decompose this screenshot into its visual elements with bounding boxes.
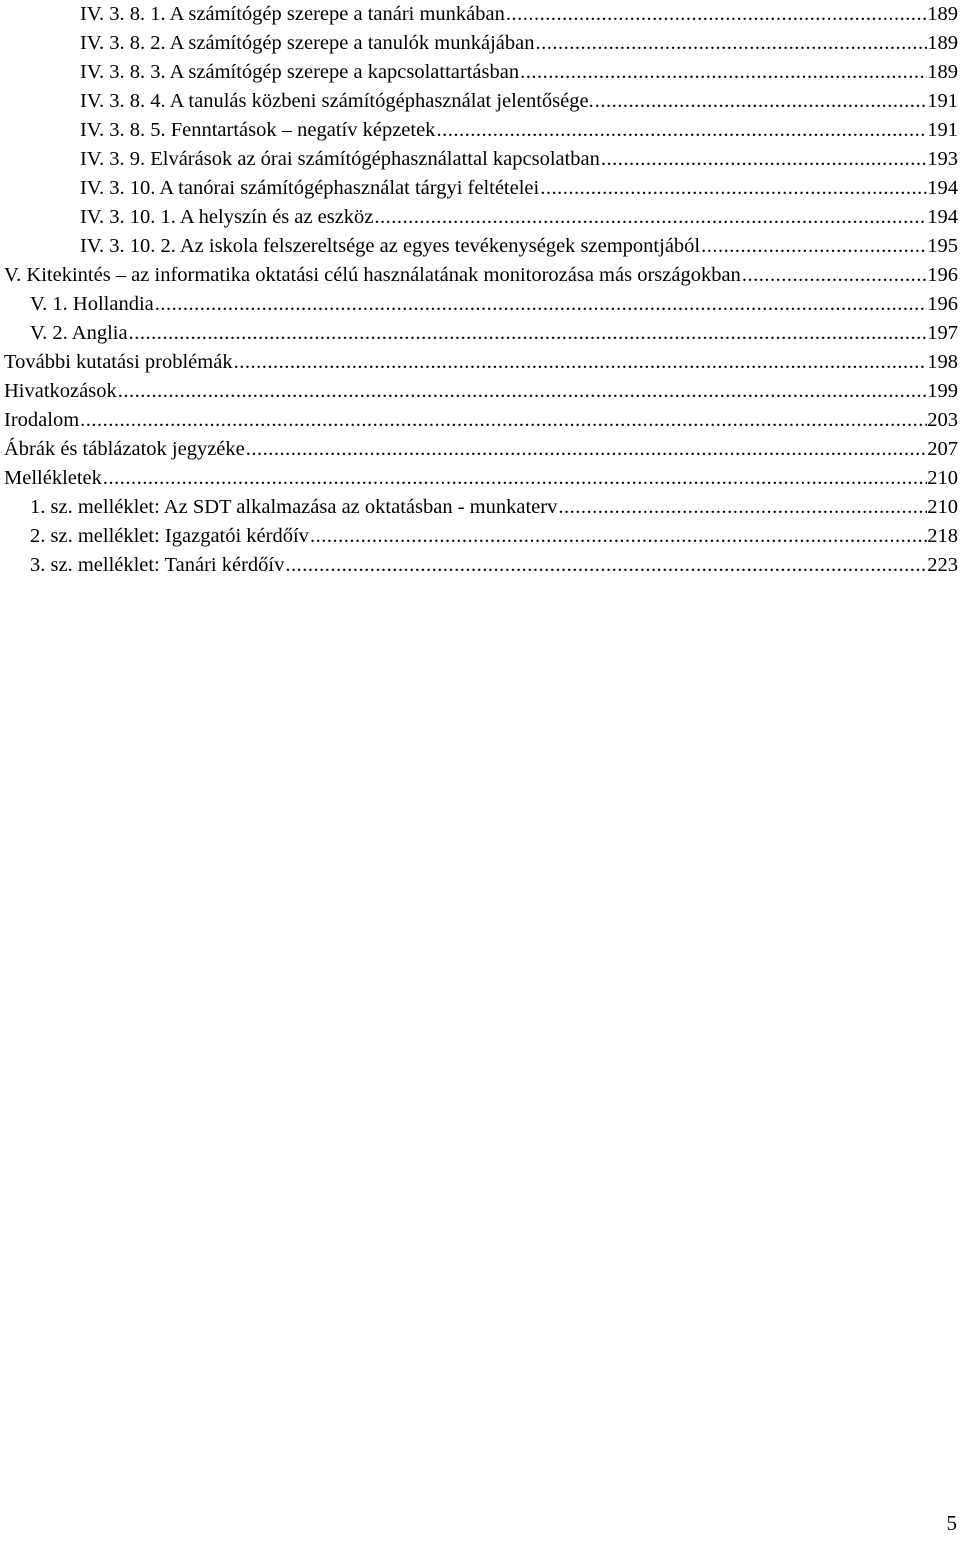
toc-entry-page: 189 xyxy=(927,61,958,83)
toc-entry-page: 193 xyxy=(927,148,958,170)
toc-entry xyxy=(4,464,958,493)
toc-entry-title: IV. 3. 9. Elvárások az órai számítógéphasználattal kapcsolatban xyxy=(80,148,600,170)
toc-entry-title: 2. sz. melléklet: Igazgatói kérdőív xyxy=(30,525,309,547)
toc-entry-title: IV. 3. 8. 5. Fenntartások – negatív képzetek xyxy=(80,119,436,141)
toc-entry-title: 1. sz. melléklet: Az SDT alkalmazása az oktatásban - munkaterv xyxy=(30,496,558,518)
toc-dot-leader xyxy=(557,493,927,522)
toc-entry xyxy=(80,145,958,174)
toc-dot-leader xyxy=(435,116,927,145)
toc-entry-title: IV. 3. 8. 1. A számítógép szerepe a tanári munkában xyxy=(80,3,505,25)
toc-entry xyxy=(4,348,958,377)
toc-dot-leader xyxy=(539,174,927,203)
toc-entry-title: Irodalom xyxy=(4,409,80,431)
toc-dot-leader xyxy=(284,551,927,580)
toc-dot-leader xyxy=(373,203,927,232)
toc-entry xyxy=(80,58,958,87)
toc-entry-title: IV. 3. 10. 1. A helyszín és az eszköz xyxy=(80,206,374,228)
toc-entry-title: IV. 3. 10. 2. Az iskola felszereltsége az egyes tevékenységek szempontjából xyxy=(80,235,701,257)
toc-entry xyxy=(30,493,958,522)
toc-dot-leader xyxy=(594,87,928,116)
toc-entry xyxy=(30,319,958,348)
toc-dot-leader xyxy=(233,348,928,377)
toc-entry xyxy=(30,290,958,319)
toc-dot-leader xyxy=(309,522,927,551)
toc-entry xyxy=(80,174,958,203)
toc-entry-title: Ábrák és táblázatok jegyzéke xyxy=(4,438,245,460)
toc-entry-page: 203 xyxy=(927,409,958,431)
toc-dot-leader xyxy=(117,377,928,406)
toc-dot-leader xyxy=(741,261,927,290)
toc-entry-page: 195 xyxy=(927,235,958,257)
toc-entry xyxy=(30,522,958,551)
toc-entry-page: 198 xyxy=(927,351,958,373)
toc-entry xyxy=(80,87,958,116)
toc-entry xyxy=(80,29,958,58)
toc-entry xyxy=(4,377,958,406)
toc-entry-title: V. 1. Hollandia xyxy=(30,293,154,315)
toc-dot-leader xyxy=(700,232,927,261)
toc-entry xyxy=(4,435,958,464)
toc-entry-page: 210 xyxy=(927,496,958,518)
toc-entry-title: Mellékletek xyxy=(4,467,102,489)
toc-entry xyxy=(80,232,958,261)
toc-entry-page: 189 xyxy=(927,32,958,54)
toc-entry-page: 196 xyxy=(927,264,958,286)
toc-entry-page: 194 xyxy=(927,206,958,228)
toc-entry-title: IV. 3. 8. 2. A számítógép szerepe a tanulók munkájában xyxy=(80,32,535,54)
toc-dot-leader xyxy=(128,319,928,348)
toc-entry-title: További kutatási problémák xyxy=(4,351,233,373)
toc-entry-page: 189 xyxy=(927,3,958,25)
toc-entry-page: 194 xyxy=(927,177,958,199)
toc-dot-leader xyxy=(505,0,927,29)
toc-dot-leader xyxy=(79,406,927,435)
toc-entry-title: Hivatkozások xyxy=(4,380,117,402)
toc-entry-title: IV. 3. 8. 4. A tanulás közbeni számítógéphasználat jelentősége. xyxy=(80,90,594,112)
toc-dot-leader xyxy=(519,58,927,87)
toc-entry xyxy=(80,0,958,29)
toc-dot-leader xyxy=(600,145,927,174)
toc-entry-page: 191 xyxy=(927,90,958,112)
toc-entry xyxy=(80,116,958,145)
toc-entry-title: V. Kitekintés – az informatika oktatási célú használatának monitorozása más országokban xyxy=(4,264,741,286)
page-number: 5 xyxy=(946,1511,957,1535)
toc-entry xyxy=(4,261,958,290)
toc-entry-page: 207 xyxy=(927,438,958,460)
toc-entry-page: 196 xyxy=(927,293,958,315)
toc-entry-title: V. 2. Anglia xyxy=(30,322,128,344)
toc-entry-title: IV. 3. 10. A tanórai számítógéphasználat tárgyi feltételei xyxy=(80,177,540,199)
toc-entry xyxy=(4,406,958,435)
toc-entry-page: 191 xyxy=(927,119,958,141)
toc-entry xyxy=(80,203,958,232)
toc-dot-leader xyxy=(535,29,928,58)
toc-entry-page: 218 xyxy=(927,525,958,547)
toc-entry-page: 210 xyxy=(927,467,958,489)
toc-dot-leader xyxy=(154,290,927,319)
toc-entry-page: 223 xyxy=(927,554,958,576)
toc-entry-title: IV. 3. 8. 3. A számítógép szerepe a kapcsolattartásban xyxy=(80,61,520,83)
toc-dot-leader xyxy=(245,435,927,464)
toc-entry-title: 3. sz. melléklet: Tanári kérdőív xyxy=(30,554,285,576)
toc-entry xyxy=(30,551,958,580)
toc-dot-leader xyxy=(102,464,927,493)
toc-entry-page: 197 xyxy=(927,322,958,344)
toc-entry-page: 199 xyxy=(927,380,958,402)
